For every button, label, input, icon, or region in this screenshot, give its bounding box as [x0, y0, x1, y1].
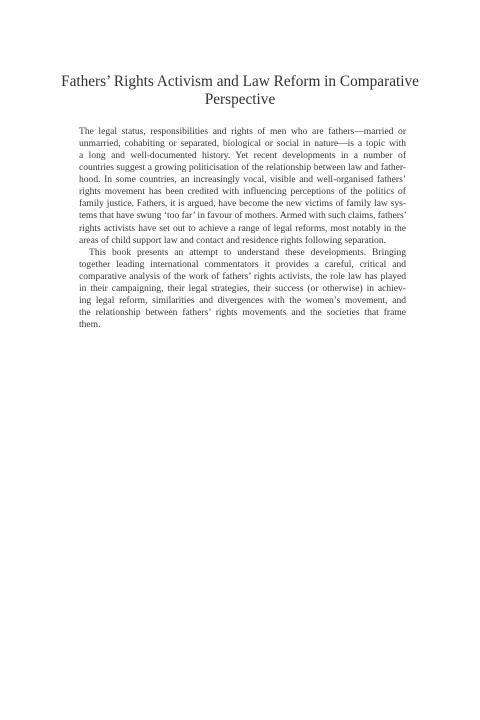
book-title: [48, 73, 432, 108]
paragraph-2: [79, 247, 406, 331]
paragraph-line: tems that have swung ‘too far’ in favour of mothers. Armed with such claims, fathers’: [79, 210, 407, 222]
paragraph-line: countries suggest a growing politicisation of the relationship between law and father-: [79, 162, 406, 174]
paragraph-line: in their campaigning, their legal strategies, their success (or otherwise) in achiev-: [79, 282, 406, 294]
paragraph-line: This book presents an attempt to understand these developments. Bringing: [89, 246, 406, 258]
paragraph-line: the relationship between fathers’ rights movements and the societies that frame: [79, 306, 406, 318]
blurb-text: [79, 126, 406, 331]
title-line-1: Fathers’ Rights Activism and Law Reform in Comparative: [61, 73, 419, 90]
paragraph-line: them.: [79, 319, 101, 330]
paragraph-line: a long and well-documented history. Yet recent developments in a number of: [79, 150, 406, 162]
paragraph-line: comparative analysis of the work of fathers’ rights activists, the role law has played: [79, 270, 406, 282]
paragraph-line: rights movement has been credited with influencing perceptions of the politics of: [79, 186, 406, 198]
paragraph-line: The legal status, responsibilities and rights of men who are fathers—married or: [79, 126, 406, 137]
paragraph-line: unmarried, cohabiting or separated, biological or social in nature—is a topic with: [79, 138, 406, 150]
paragraph-line: rights activists have set out to achieve a range of legal reforms, most notably in the: [79, 222, 406, 234]
paragraph-line: ing legal reform, similarities and divergences with the women’s movement, and: [79, 294, 406, 306]
paragraph-line: areas of child support law and contact and residence rights following separation.: [79, 234, 386, 246]
paragraph-line: hood. In some countries, an increasingly vocal, visible and well-organised fathers’: [79, 174, 406, 186]
paragraph-line: together leading international commentators it provides a careful, critical and: [79, 258, 406, 270]
paragraph-line: family justice. Fathers, it is argued, have become the new victims of family law sys-: [79, 198, 406, 210]
paragraph-1: [79, 126, 406, 247]
title-line-2: Perspective: [204, 90, 276, 108]
